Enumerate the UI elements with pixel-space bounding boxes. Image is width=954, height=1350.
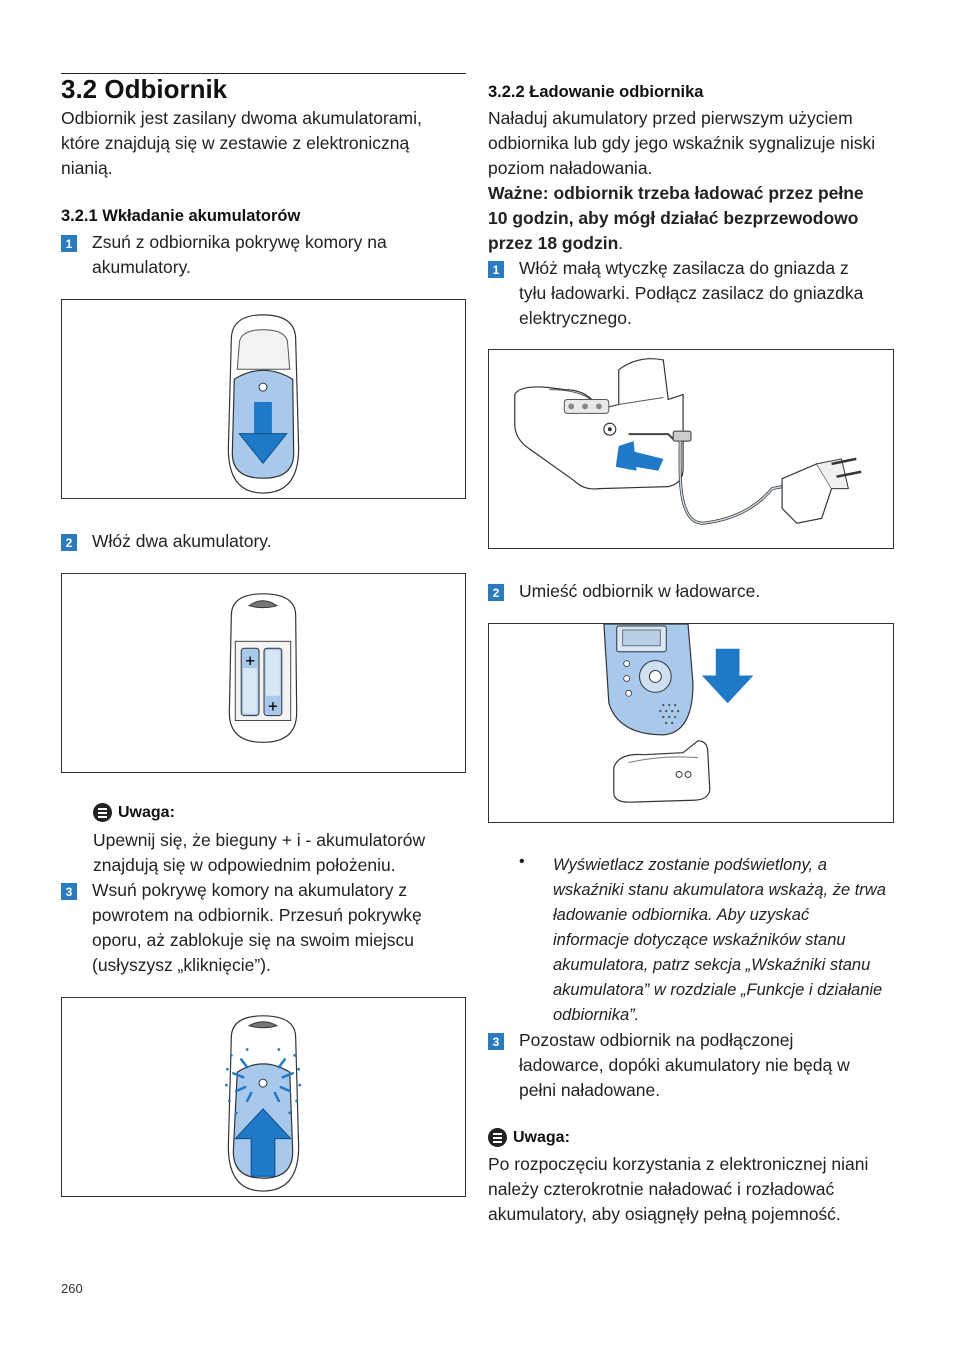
left-step-1 [61, 230, 466, 280]
note-icon [93, 803, 112, 822]
left-note-heading [93, 803, 175, 822]
section-heading-322: 3.2.2 Ładowanie odbiornika [488, 83, 704, 101]
important-text: Ważne: odbiornik trzeba ładować przez pełne 10 godzin, aby mógł działać bezprzewodowo przez 18 godzin [488, 183, 864, 253]
step-number: 2 [488, 584, 504, 601]
left-intro: Odbiornik jest zasilany dwoma akumulatorami, które znajdują się w zestawie z elektroniczną nianią. [61, 108, 422, 178]
figure-connect-charger [488, 349, 894, 549]
important-end: . [618, 233, 624, 253]
step-text: Umieść odbiornik w ładowarce. [519, 581, 761, 601]
receiver-back-cover-illustration [62, 300, 465, 498]
important-note [488, 181, 873, 256]
bullet-text: Wyświetlacz zostanie podświetlony, a wskaźniki stanu akumulatora wskażą, że trwa ładowanie odbiornika. Aby uzyskać informacje dotyczące wskaźników stanu akumulatora, patrz sekcja „Wskaźniki stanu akumulatora” w rozdziale „Funkcje i działanie odbiornika”. [553, 856, 886, 1024]
note-label: Uwaga: [513, 1128, 570, 1146]
figure-place-receiver [488, 623, 894, 823]
right-note-text: Po rozpoczęciu korzystania z elektronicznej niani należy czterokrotnie naładować i rozładować akumulatory, aby osiągnęły pełną pojemność. [488, 1154, 869, 1224]
left-note-text: Upewnij się, że bieguny + i - akumulatorów znajdują się w odpowiednim położeniu. [93, 830, 426, 875]
step-number: 3 [61, 883, 77, 900]
step-number: 1 [61, 235, 77, 252]
step-text: Pozostaw odbiornik na podłączonej ładowarce, dopóki akumulatory nie będą w pełni naładowane. [519, 1030, 850, 1100]
section-heading-321: 3.2.1 Wkładanie akumulatorów [61, 207, 301, 225]
step-text: Zsuń z odbiornika pokrywę komory na akumulatory. [92, 232, 387, 277]
charger-adapter-illustration [489, 350, 893, 548]
left-step-2 [61, 529, 466, 554]
right-step-3 [488, 1028, 894, 1103]
page-title: 3.2 Odbiornik [61, 74, 228, 104]
step-number: 2 [61, 534, 77, 551]
note-icon [488, 1128, 507, 1147]
receiver-cover-closing-illustration [62, 998, 465, 1196]
step-text: Włóż dwa akumulatory. [92, 531, 272, 551]
battery-compartment-illustration [62, 574, 465, 772]
step-text: Włóż małą wtyczkę zasilacza do gniazda z tyłu ładowarki. Podłącz zasilacz do gniazdka elektrycznego. [519, 258, 864, 328]
right-intro: Naładuj akumulatory przed pierwszym użyciem odbiornika lub gdy jego wskaźnik sygnalizuje niski poziom naładowania. [488, 108, 876, 178]
step-number: 1 [488, 261, 504, 278]
step-number: 3 [488, 1033, 504, 1050]
arrow-down-icon [254, 402, 272, 434]
left-step-3 [61, 878, 466, 978]
page-number: 260 [61, 1281, 83, 1296]
receiver-in-charger-illustration [489, 624, 893, 822]
right-step-1 [488, 256, 894, 331]
right-note-heading [488, 1128, 570, 1147]
battery-plus-bottom: + [267, 699, 279, 715]
step-text: Wsuń pokrywę komory na akumulatory z powrotem na odbiornik. Przesuń pokrywkę oporu, aż zablokuje się na swoim miejscu (usłyszysz „kliknięcie”). [92, 880, 422, 975]
right-step-2 [488, 579, 894, 604]
bullet-marker: • [519, 853, 525, 870]
figure-remove-cover [61, 299, 466, 499]
battery-plus-top: + [244, 654, 256, 670]
note-label: Uwaga: [118, 803, 175, 821]
arrow-down-icon [716, 649, 740, 679]
figure-close-cover [61, 997, 466, 1197]
figure-insert-batteries [61, 573, 466, 773]
